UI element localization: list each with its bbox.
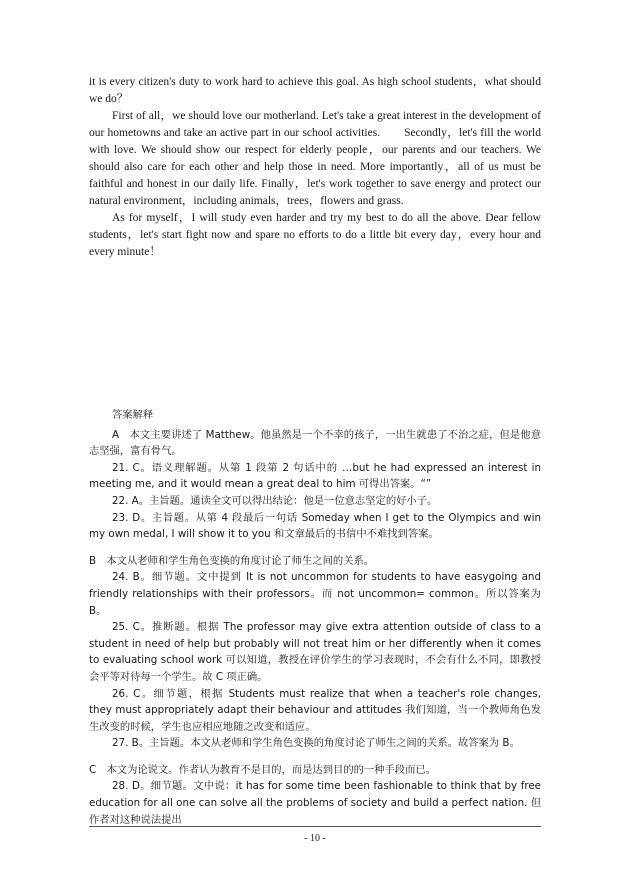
answers-title: 答案解释 — [112, 409, 154, 421]
essay-paragraph-3: As for myself，I will study even harder and try my best to do all the above. Dear fellow students，let's start fight now and spare no efforts to do a little bit every day，every hour and every minute！ — [89, 212, 541, 258]
answer-item-28: 28. D。细节题。文中说：it has for some time been fashionable to think that by free education for all one can solve all the problems of society and build a perfect nation. 但作者对这种说法提出 — [89, 780, 541, 826]
answer-passage-b: B 本文从老师和学生角色变换的角度讨论了师生之间的关系。 — [89, 554, 375, 567]
answer-item-25: 25. C。推断题。根据 The professor may give extra attention outside of class to a student in need of help but probably will not treat him or her differently when it comes to evaluating school work 可以知道，教授在评价学生的学习表现时，不会有什么不同，即教授会平等对待每一个学生。故 C 项正确。 — [89, 621, 541, 683]
answer-item-24: 24. B。细节题。文中提到 It is not uncommon for students to have easygoing and friendly relationships with their professors。而 not uncommon= common。所以答案为 B。 — [89, 571, 541, 617]
essay-paragraph-2: First of all，we should love our motherland. Let's take a great interest in the development of our hometowns and take an active part in our school activities. Secondly，let's fill the world with love. We should show our respect for elderly people，our parents and our teachers. We should also care for each other and help those in need. More importantly，all of us must be faithful and honest in our daily life. Finally，let's work together to save energy and protect our natural environment，including animals，trees，flowers and grass. — [89, 110, 541, 207]
answer-item-23: 23. D。主旨题。从第 4 段最后一句话 Someday when I get to the Olympics and win my own medal, I will show it to you 和文章最后的书信中不难找到答案。 — [89, 511, 541, 541]
answer-item-26: 26. C。细节题，根据 Students must realize that when a teacher's role changes, they must appropriately adapt their behaviour and attitudes 我们知道，当一个教师角色发生改变的时候，学生也应相应地随之改变和适应。 — [89, 687, 541, 733]
answer-item-21: 21. C。语义理解题。从第 1 段第 2 句话中的 …but he had expressed an interest in meeting me, and it would mean a great deal to him 可得出答案。“” — [89, 461, 541, 491]
answer-explanations — [89, 407, 541, 828]
page-number: - 10 - — [304, 833, 326, 844]
footer-divider — [89, 826, 541, 827]
answer-passage-c: C 本文为论说文。作者认为教育不是目的，而是达到目的的一种手段而已。 — [89, 763, 436, 776]
answer-item-27: 27. B。主旨题。本文从老师和学生角色变换的角度讨论了师生之间的关系。故答案为 B。 — [112, 737, 520, 750]
essay-paragraph-1: it is every citizen's duty to work hard to achieve this goal. As high school students，what should we do？ — [89, 76, 541, 105]
answer-item-22: 22. A。主旨题。通读全文可以得出结论：他是一位意志坚定的好小子。 — [112, 494, 438, 507]
answer-passage-a: A 本文主要讲述了 Matthew。他虽然是一个不幸的孩子，一出生就患了不治之症，但是他意志坚强，富有骨气。 — [89, 428, 541, 458]
essay-text — [89, 74, 541, 261]
